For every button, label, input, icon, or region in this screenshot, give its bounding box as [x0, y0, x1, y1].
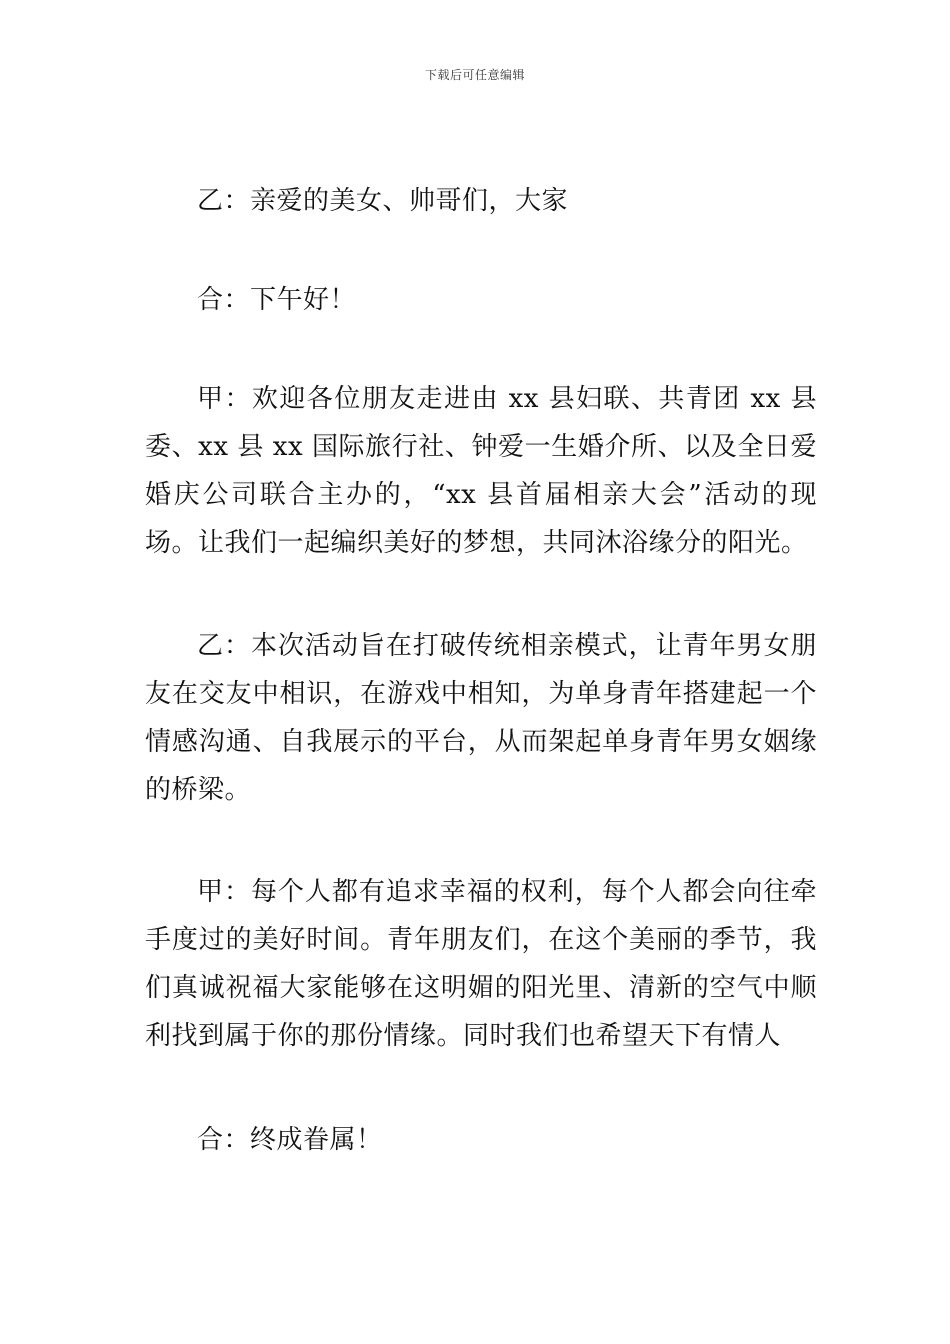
page-header-note: 下载后可任意编辑	[424, 68, 525, 82]
paragraph-5: 甲：每个人都有追求幸福的权利，每个人都会向往牵手度过的美好时间。青年朋友们，在这个美丽的季节，我们真诚祝福大家能够在这明媚的阳光里、清新的空气中顺利找到属于你的那份情缘。同时我们也希望天下有情人	[145, 877, 817, 1051]
paragraph-2: 合：下午好！	[197, 285, 357, 315]
paragraph-4: 乙：本次活动旨在打破传统相亲模式，让青年男女朋友在交友中相识，在游戏中相知，为单身青年搭建起一个情感沟通、自我展示的平台，从而架起单身青年男女姻缘的桥梁。	[145, 631, 817, 805]
paragraph-6: 合：终成眷属！	[197, 1125, 383, 1155]
paragraph-1: 乙：亲爱的美女、帅哥们，大家	[197, 186, 569, 216]
paragraph-3: 甲：欢迎各位朋友走进由 xx 县妇联、共青团 xx 县委、xx 县 xx 国际旅行社、钟爱一生婚介所、以及全日爱婚庆公司联合主办的，“xx 县首届相亲大会”活动的现场。让我们一起编织美好的梦想，共同沐浴缘分的阳光。	[145, 384, 817, 558]
